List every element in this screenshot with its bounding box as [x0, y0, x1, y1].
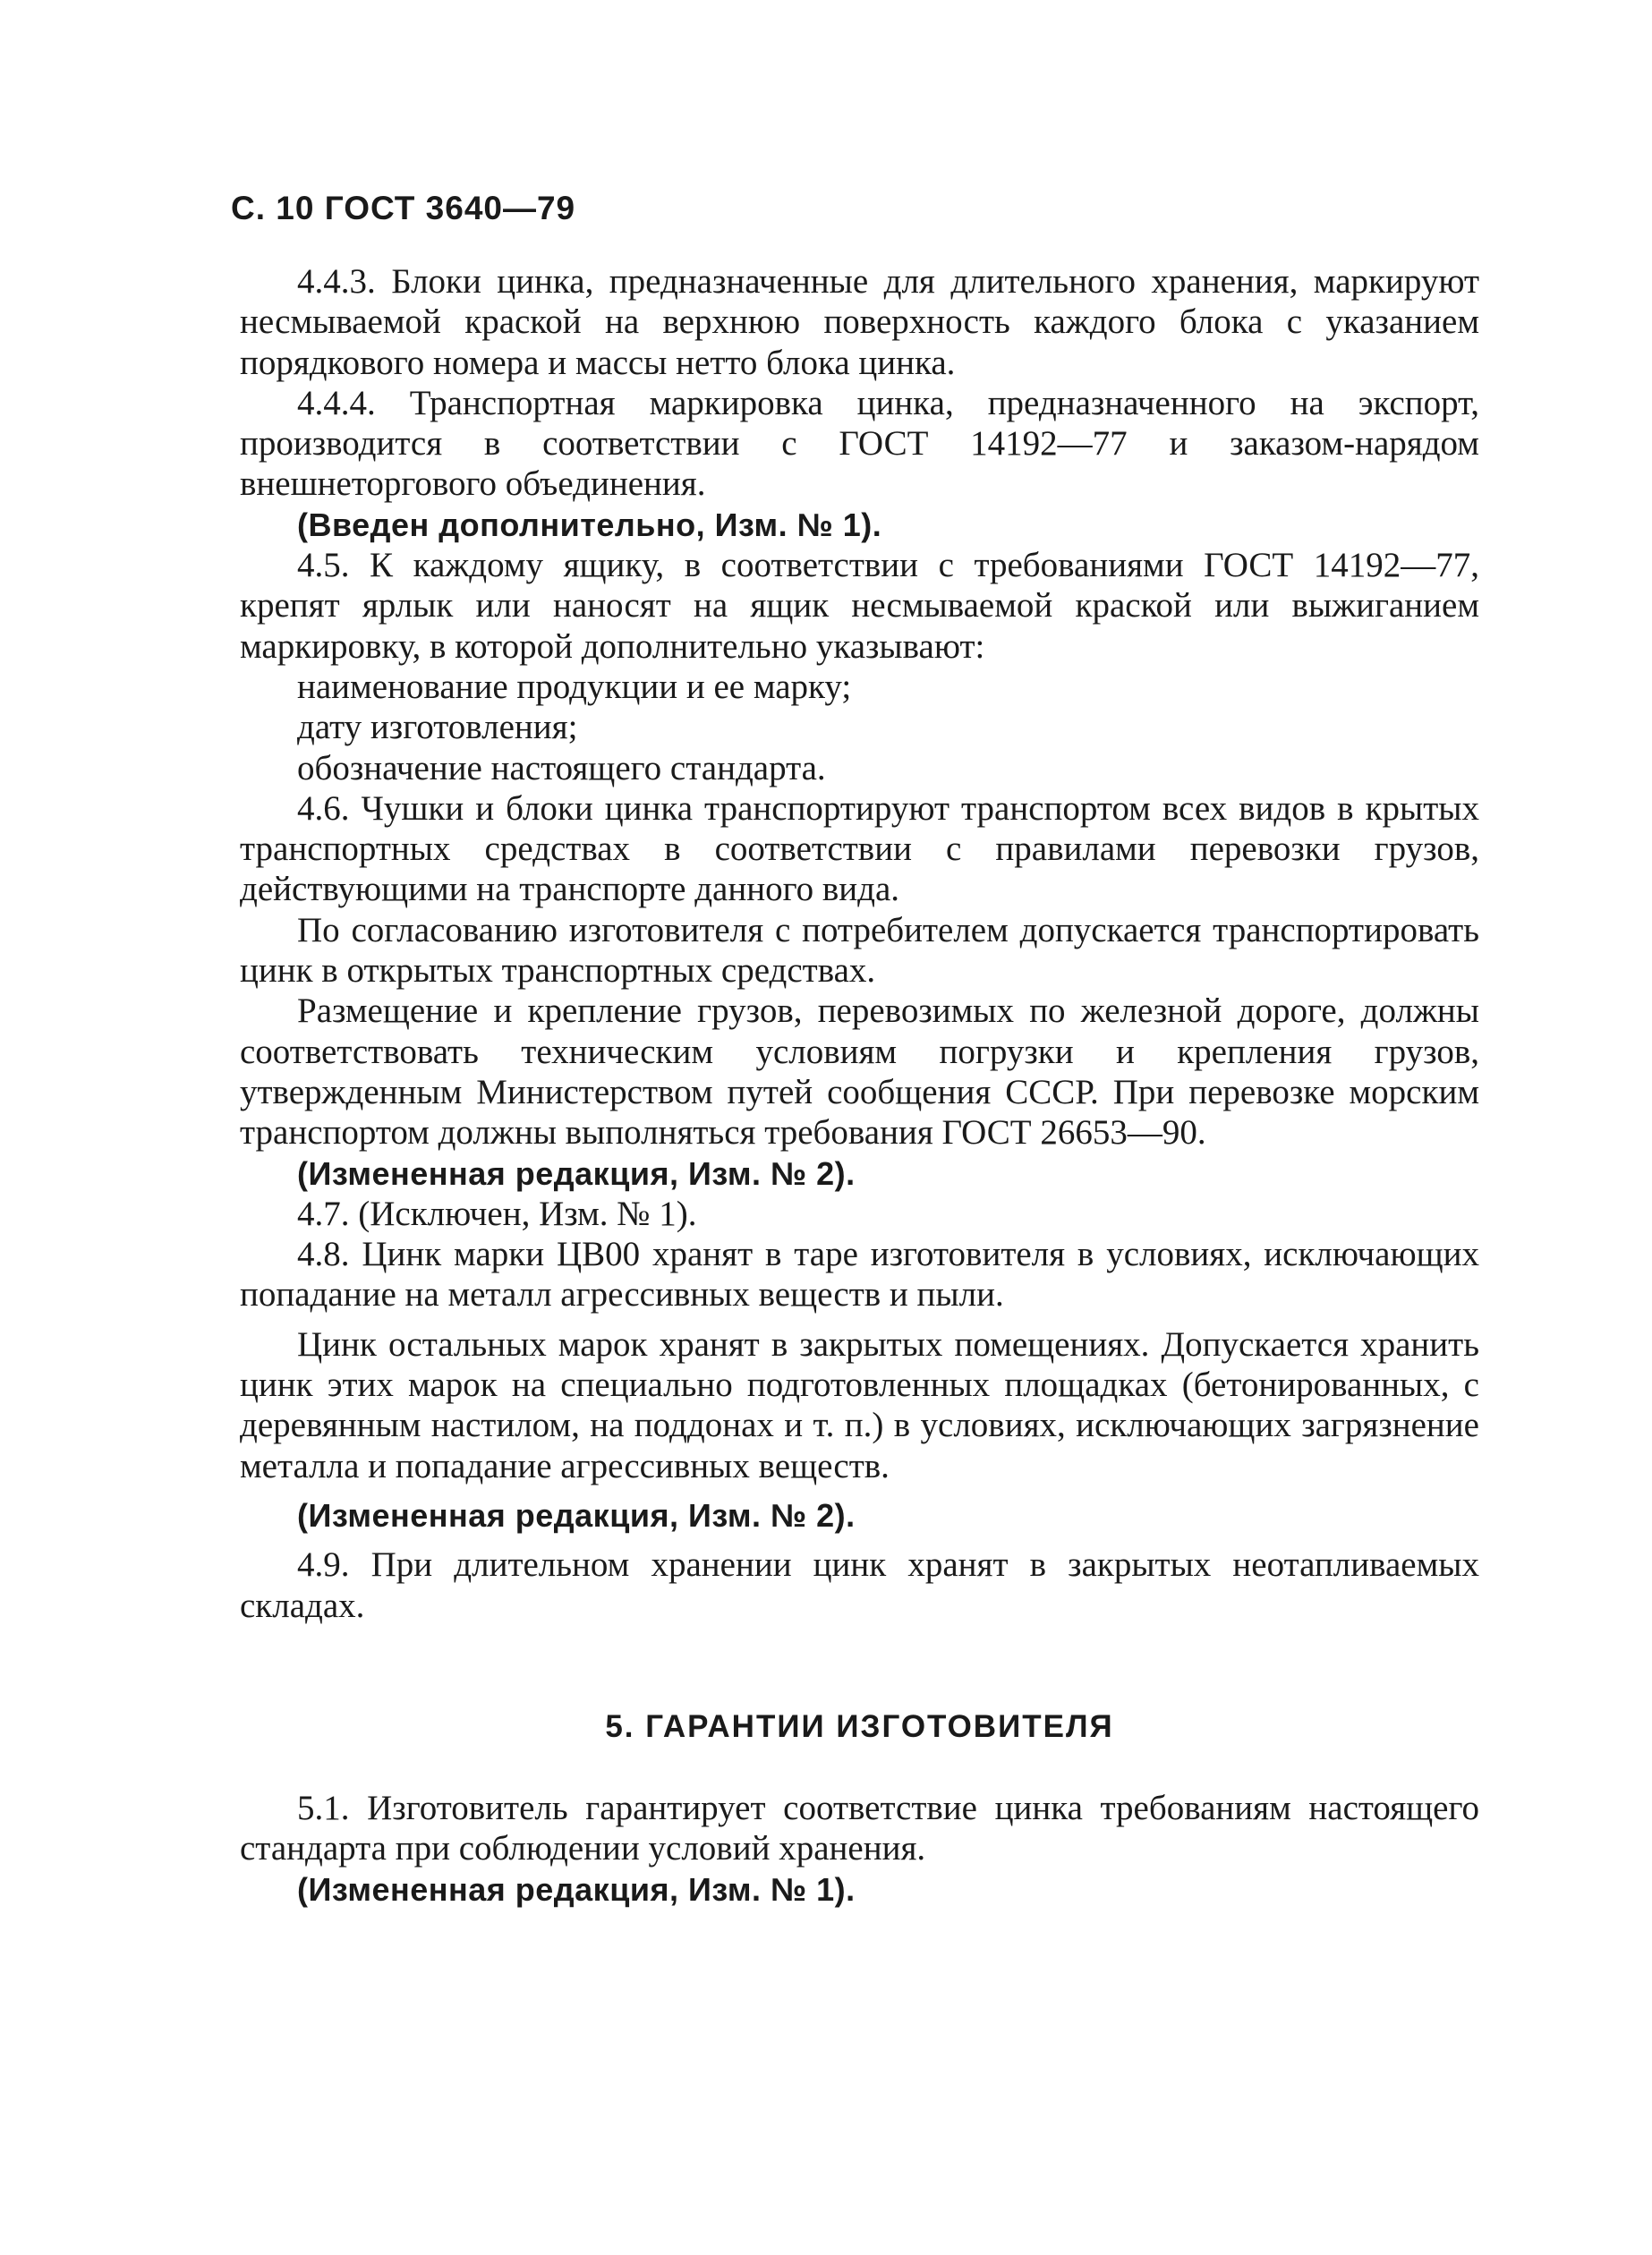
amendment-note: (Измененная редакция, Изм. № 2).	[297, 1154, 856, 1192]
clause-5-1: 5.1. Изготовитель гарантирует соответствие цинка требованиям настоящего стандарта при соблюдении условий хранения.	[240, 1789, 1479, 1868]
clause-4-8: 4.8. Цинк марки ЦВ00 хранят в таре изготовителя в условиях, исключающих попадание на металл агрессивных веществ и пыли.	[240, 1235, 1479, 1315]
clause-4-6-paragraph-3: Размещение и крепление грузов, перевозимых по железной дороге, должны соответствовать техническим условиям погрузки и крепления грузов, утвержденным Министерством путей сообщения СССР. При перевозке морским транспортом должны выполняться требования ГОСТ 26653—90.	[240, 991, 1479, 1153]
list-item: дату изготовления;	[297, 708, 578, 747]
list-item: обозначение настоящего стандарта.	[297, 748, 826, 787]
page-header: С. 10 ГОСТ 3640—79	[231, 190, 576, 226]
clause-4-6-paragraph-2: По согласованию изготовителя с потребителем допускается транспортировать цинк в открытых транспортных средствах.	[240, 910, 1479, 991]
clause-4-4-3: 4.4.3. Блоки цинка, предназначенные для длительного хранения, маркируют несмываемой краской на верхнюю поверхность каждого блока с указанием порядкового номера и массы нетто блока цинка.	[240, 262, 1479, 382]
clause-4-7: 4.7. (Исключен, Изм. № 1).	[297, 1194, 697, 1233]
amendment-note: (Введен дополнительно, Изм. № 1).	[297, 506, 882, 543]
list-item: наименование продукции и ее марку;	[297, 667, 852, 706]
clause-4-6: 4.6. Чушки и блоки цинка транспортируют транспортом всех видов в крытых транспортных средствах в соответствии с правилами перевозки грузов, действующими на транспорте данного вида.	[240, 788, 1479, 909]
clause-4-8-paragraph-2: Цинк остальных марок хранят в закрытых помещениях. Допускается хранить цинк этих марок на специально подготовленных площадках (бетонированных, с деревянным настилом, на поддонах и т. п.) в условиях, исключающих загрязнение металла и попадание агрессивных веществ.	[240, 1324, 1479, 1485]
section-title: 5. ГАРАНТИИ ИЗГОТОВИТЕЛЯ	[605, 1708, 1114, 1744]
document-body	[240, 261, 1479, 1910]
clause-4-4-4: 4.4.4. Транспортная маркировка цинка, предназначенного на экспорт, производится в соответствии с ГОСТ 14192—77 и заказом-нарядом внешнеторгового объединения.	[240, 383, 1479, 504]
clause-4-9: 4.9. При длительном хранении цинк хранят в закрытых неотапливаемых складах.	[240, 1545, 1479, 1625]
amendment-note: (Измененная редакция, Изм. № 1).	[297, 1870, 856, 1908]
amendment-note: (Измененная редакция, Изм. № 2).	[297, 1496, 856, 1534]
clause-4-5: 4.5. К каждому ящику, в соответствии с требованиями ГОСТ 14192—77, крепят ярлык или наносят на ящик несмываемой краской или выжиганием маркировку, в которой дополнительно указывают:	[240, 546, 1479, 666]
